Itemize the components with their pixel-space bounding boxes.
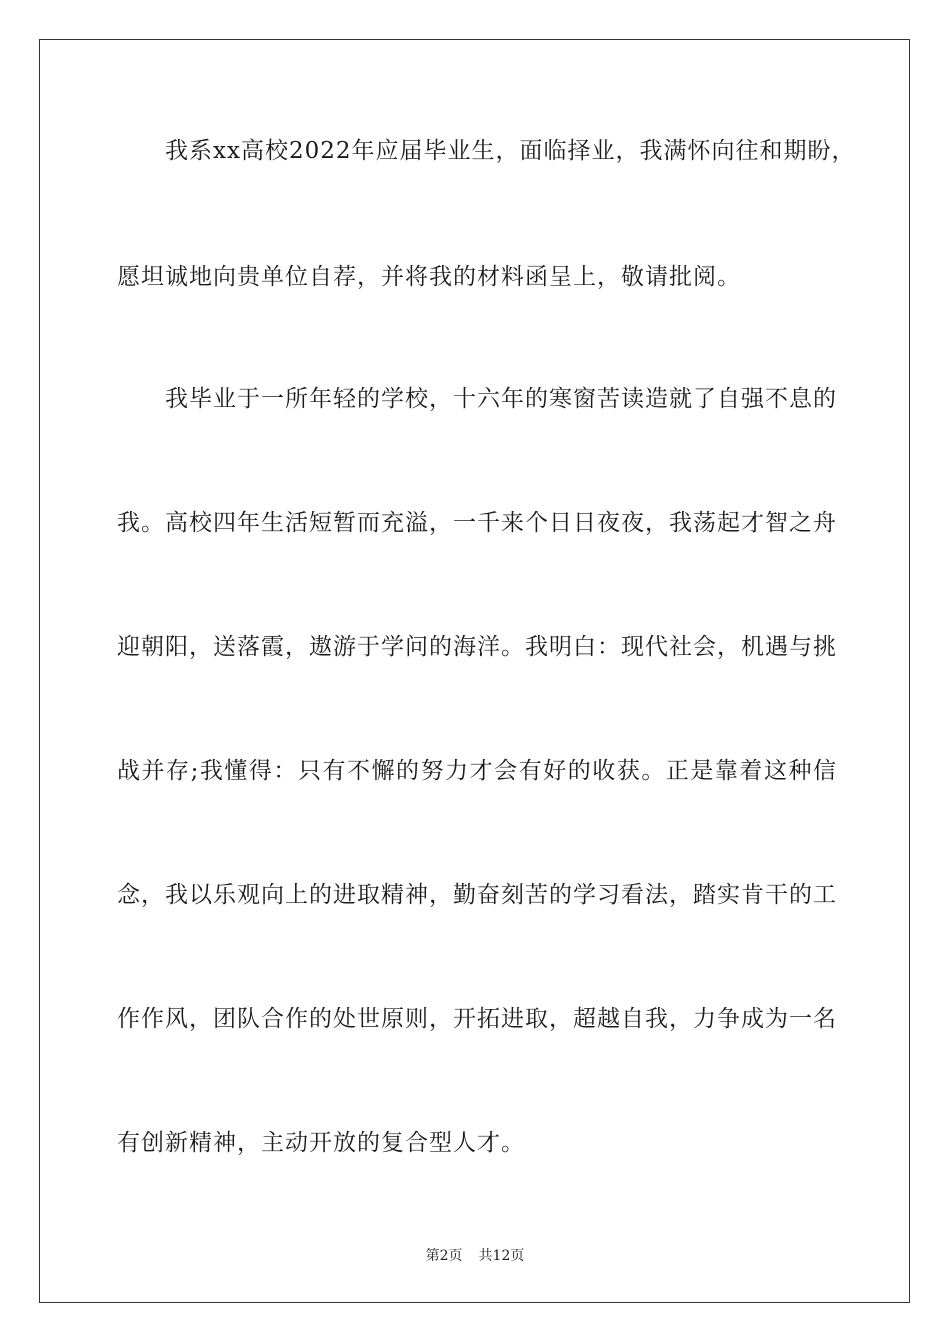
paragraph-2-line-1: 我毕业于一所年轻的学校，十六年的寒窗苦读造就了自强不息的: [165, 386, 837, 412]
paragraph-2-line-7: 有创新精神，主动开放的复合型人才。: [117, 1130, 525, 1156]
paragraph-2-line-2: 我。高校四年生活短暂而充溢，一千来个日日夜夜，我荡起才智之舟: [117, 510, 837, 536]
page-footer: [0, 1246, 950, 1266]
paragraph-1-line-2: 愿坦诚地向贵单位自荐，并将我的材料函呈上，敬请批阅。: [117, 264, 741, 290]
paragraph-2-line-6: 作作风，团队合作的处世原则，开拓进取，超越自我，力争成为一名: [117, 1006, 837, 1032]
page-total: 共12页: [478, 1248, 525, 1264]
paragraph-2-line-3: 迎朝阳，送落霞，遨游于学问的海洋。我明白：现代社会，机遇与挑: [117, 634, 837, 660]
paragraph-2-line-5: 念，我以乐观向上的进取精神，勤奋刻苦的学习看法，踏实肯干的工: [117, 882, 837, 908]
paragraph-1-line-1: 我系xx高校2022年应届毕业生，面临择业，我满怀向往和期盼，: [165, 138, 856, 164]
page-number: 第2页: [425, 1248, 463, 1264]
paragraph-2-line-4: 战并存;我懂得：只有不懈的努力才会有好的收获。正是靠着这种信: [117, 758, 837, 784]
page-frame: [39, 39, 910, 1303]
